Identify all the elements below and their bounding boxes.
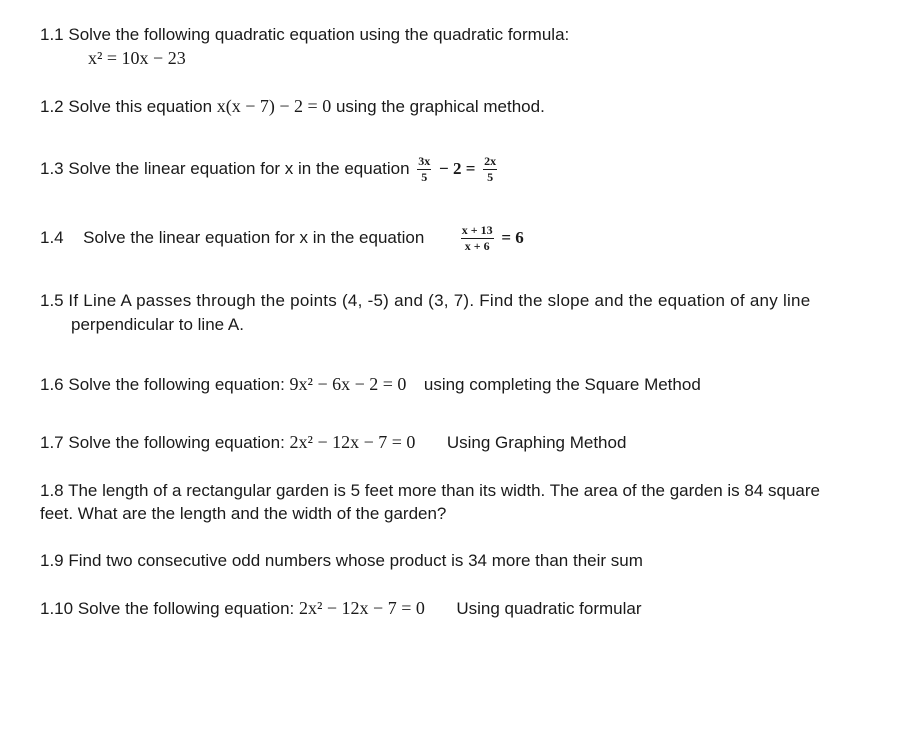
question-number: 1.2 bbox=[40, 97, 64, 116]
question-number: 1.1 bbox=[40, 25, 64, 44]
fraction-numerator: 2x bbox=[484, 154, 497, 169]
question-number: 1.6 bbox=[40, 375, 64, 394]
question-text: Solve the following equation: bbox=[77, 599, 295, 618]
question-1-8-line2: feet. What are the length and the width of the garden? bbox=[40, 504, 447, 523]
fraction-denominator: 5 bbox=[421, 170, 428, 185]
question-number: 1.3 bbox=[40, 159, 64, 178]
question-1-5-line2: perpendicular to line A. bbox=[71, 315, 244, 334]
question-1-8 bbox=[40, 480, 820, 502]
question-1-1-equation: x² = 10x − 23 bbox=[88, 48, 186, 68]
question-equation: 9x² − 6x − 2 = 0 bbox=[289, 374, 407, 394]
question-method: Using quadratic formular bbox=[456, 599, 642, 618]
question-equation: 2x² − 12x − 7 = 0 bbox=[299, 598, 425, 618]
fraction-numerator: 3x bbox=[418, 154, 431, 169]
question-text: Solve the following equation: bbox=[68, 375, 285, 394]
question-1-3 bbox=[40, 151, 500, 187]
question-equation: 2x² − 12x − 7 = 0 bbox=[289, 432, 416, 452]
question-number: 1.7 bbox=[40, 433, 64, 452]
question-text: Find two consecutive odd numbers whose product is 34 more than their sum bbox=[68, 551, 643, 570]
fraction-3x-over-5 bbox=[417, 155, 431, 184]
question-text-line1: The length of a rectangular garden is 5 feet more than its width. The area of the garden is 84 square bbox=[68, 481, 820, 500]
question-method: Using Graphing Method bbox=[446, 433, 627, 452]
question-text: Solve the linear equation for x in the equation bbox=[83, 228, 425, 247]
question-1-5 bbox=[40, 290, 810, 312]
question-number: 1.5 bbox=[40, 291, 64, 310]
question-text-line1: If Line A passes through the points (4, -5) and (3, 7). Find the slope and the equation of any line bbox=[68, 291, 811, 310]
question-number: 1.9 bbox=[40, 551, 64, 570]
equation-middle: − 2 = bbox=[439, 159, 476, 178]
question-number: 1.10 bbox=[40, 599, 74, 618]
question-1-7 bbox=[40, 431, 626, 454]
question-method: using completing the Square Method bbox=[423, 375, 701, 394]
fraction-denominator: x + 6 bbox=[464, 239, 490, 254]
question-number: 1.4 bbox=[40, 228, 64, 247]
fraction-2x-over-5 bbox=[483, 155, 497, 184]
question-1-4 bbox=[40, 220, 524, 256]
question-1-9 bbox=[40, 550, 643, 572]
equation-rhs: = 6 bbox=[501, 228, 524, 247]
question-text: Solve the following quadratic equation using the quadratic formula: bbox=[68, 25, 570, 44]
question-number: 1.8 bbox=[40, 481, 64, 500]
question-text-after: using the graphical method. bbox=[335, 97, 545, 116]
question-text: Solve the following equation: bbox=[68, 433, 285, 452]
question-1-1 bbox=[40, 24, 569, 46]
question-text: Solve this equation bbox=[68, 97, 213, 116]
question-equation: x(x − 7) − 2 = 0 bbox=[216, 96, 332, 116]
question-1-2 bbox=[40, 95, 545, 118]
question-text: Solve the linear equation for x in the equation bbox=[68, 159, 410, 178]
fraction-x-plus-13-over-x-plus-6 bbox=[461, 224, 494, 253]
question-1-10 bbox=[40, 597, 642, 620]
fraction-denominator: 5 bbox=[487, 170, 494, 185]
fraction-numerator: x + 13 bbox=[461, 223, 493, 238]
question-1-6 bbox=[40, 373, 701, 396]
